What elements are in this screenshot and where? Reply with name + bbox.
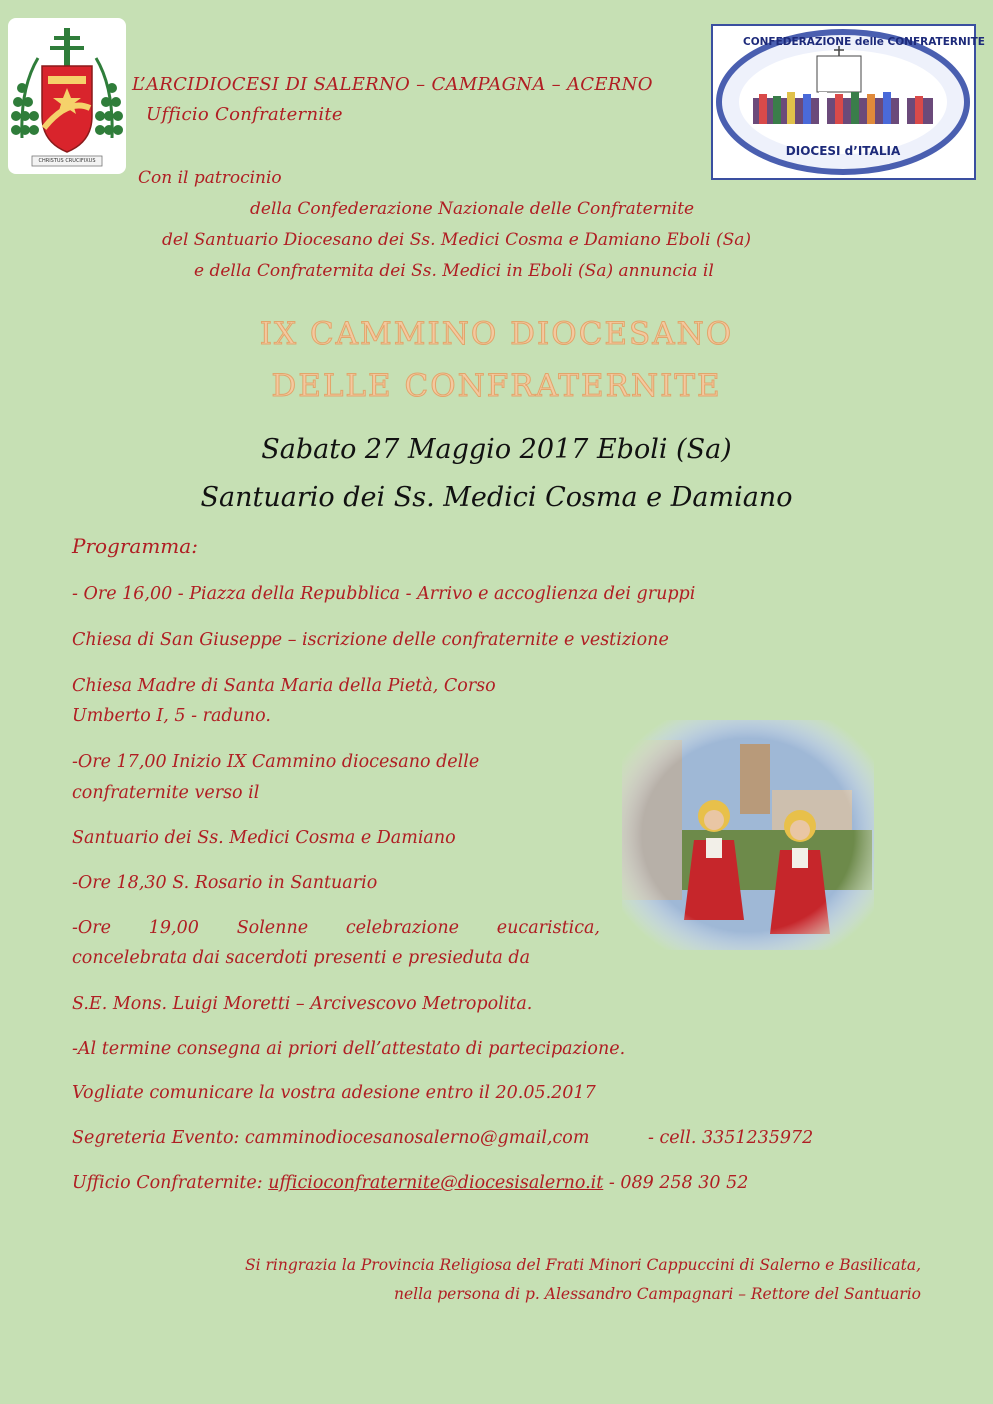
program-item: Vogliate comunicare la vostra adesione entro il 20.05.2017 bbox=[72, 1083, 596, 1103]
program-item: Santuario dei Ss. Medici Cosma e Damiano bbox=[72, 828, 456, 848]
patronage-line-3: del Santuario Diocesano dei Ss. Medici Cosma e Damiano Eboli (Sa) bbox=[162, 230, 752, 250]
crest-motto: CHRISTUS CRUCIFIXUS bbox=[38, 158, 96, 164]
segreteria-phone: - cell. 3351235972 bbox=[648, 1128, 814, 1148]
ufficio-phone: - 089 258 30 52 bbox=[603, 1173, 749, 1193]
patronage-line-1: Con il patrocinio bbox=[138, 168, 282, 188]
program-item: Chiesa di San Giuseppe – iscrizione delle confraternite e vestizione bbox=[72, 630, 669, 650]
thanks-line-2: nella persona di p. Alessandro Campagnari – Rettore del Santuario bbox=[394, 1285, 921, 1303]
program-item: Umberto I, 5 - raduno. bbox=[72, 706, 271, 726]
program-item: -Al termine consegna ai priori dell’attestato di partecipazione. bbox=[72, 1039, 626, 1059]
confederation-logo bbox=[711, 24, 985, 180]
patronage-line-2: della Confederazione Nazionale delle Confraternite bbox=[250, 199, 695, 219]
event-title-line-1: IX CAMMINO DIOCESANO bbox=[259, 316, 734, 352]
program-item: concelebrata dai sacerdoti presenti e presieduta da bbox=[72, 948, 531, 968]
program-item: - Ore 16,00 - Piazza della Repubblica - Arrivo e accoglienza dei gruppi bbox=[72, 584, 696, 604]
event-title-line-2: DELLE CONFRATERNITE bbox=[271, 368, 722, 404]
program-item: Chiesa Madre di Santa Maria della Pietà, Corso bbox=[72, 676, 496, 696]
coat-of-arms bbox=[8, 18, 126, 174]
ufficio-label: Ufficio Confraternite: bbox=[72, 1173, 269, 1193]
logo-top-text: CONFEDERAZIONE delle CONFRATERNITE bbox=[743, 36, 985, 48]
event-venue: Santuario dei Ss. Medici Cosma e Damiano bbox=[200, 482, 793, 513]
ufficio-contact bbox=[72, 1173, 748, 1193]
program-item: S.E. Mons. Luigi Moretti – Arcivescovo Metropolita. bbox=[72, 994, 533, 1014]
saints-photo bbox=[622, 720, 874, 950]
program-item: -Ore 19,00 Solenne celebrazione eucaristica, bbox=[72, 918, 600, 938]
segreteria-contact: Segreteria Evento: camminodiocesanosalerno@gmail,com bbox=[72, 1128, 590, 1148]
patronage-line-4: e della Confraternita dei Ss. Medici in Eboli (Sa) annuncia il bbox=[194, 261, 714, 281]
program-heading: Programma: bbox=[72, 534, 198, 558]
office-name: Ufficio Confraternite bbox=[146, 104, 343, 125]
thanks-line-1: Si ringrazia la Provincia Religiosa del Frati Minori Cappuccini di Salerno e Basilicata, bbox=[245, 1256, 921, 1274]
program-item: -Ore 17,00 Inizio IX Cammino diocesano delle bbox=[72, 752, 480, 772]
diocese-name: L’ARCIDIOCESI DI SALERNO – CAMPAGNA – ACERNO bbox=[132, 74, 653, 95]
program-item: confraternite verso il bbox=[72, 783, 260, 803]
logo-bottom-text: DIOCESI d’ITALIA bbox=[785, 144, 901, 158]
program-item: -Ore 18,30 S. Rosario in Santuario bbox=[72, 873, 378, 893]
ufficio-email-link[interactable]: ufficioconfraternite@diocesisalerno.it bbox=[268, 1173, 604, 1193]
event-date-place: Sabato 27 Maggio 2017 Eboli (Sa) bbox=[261, 434, 732, 465]
